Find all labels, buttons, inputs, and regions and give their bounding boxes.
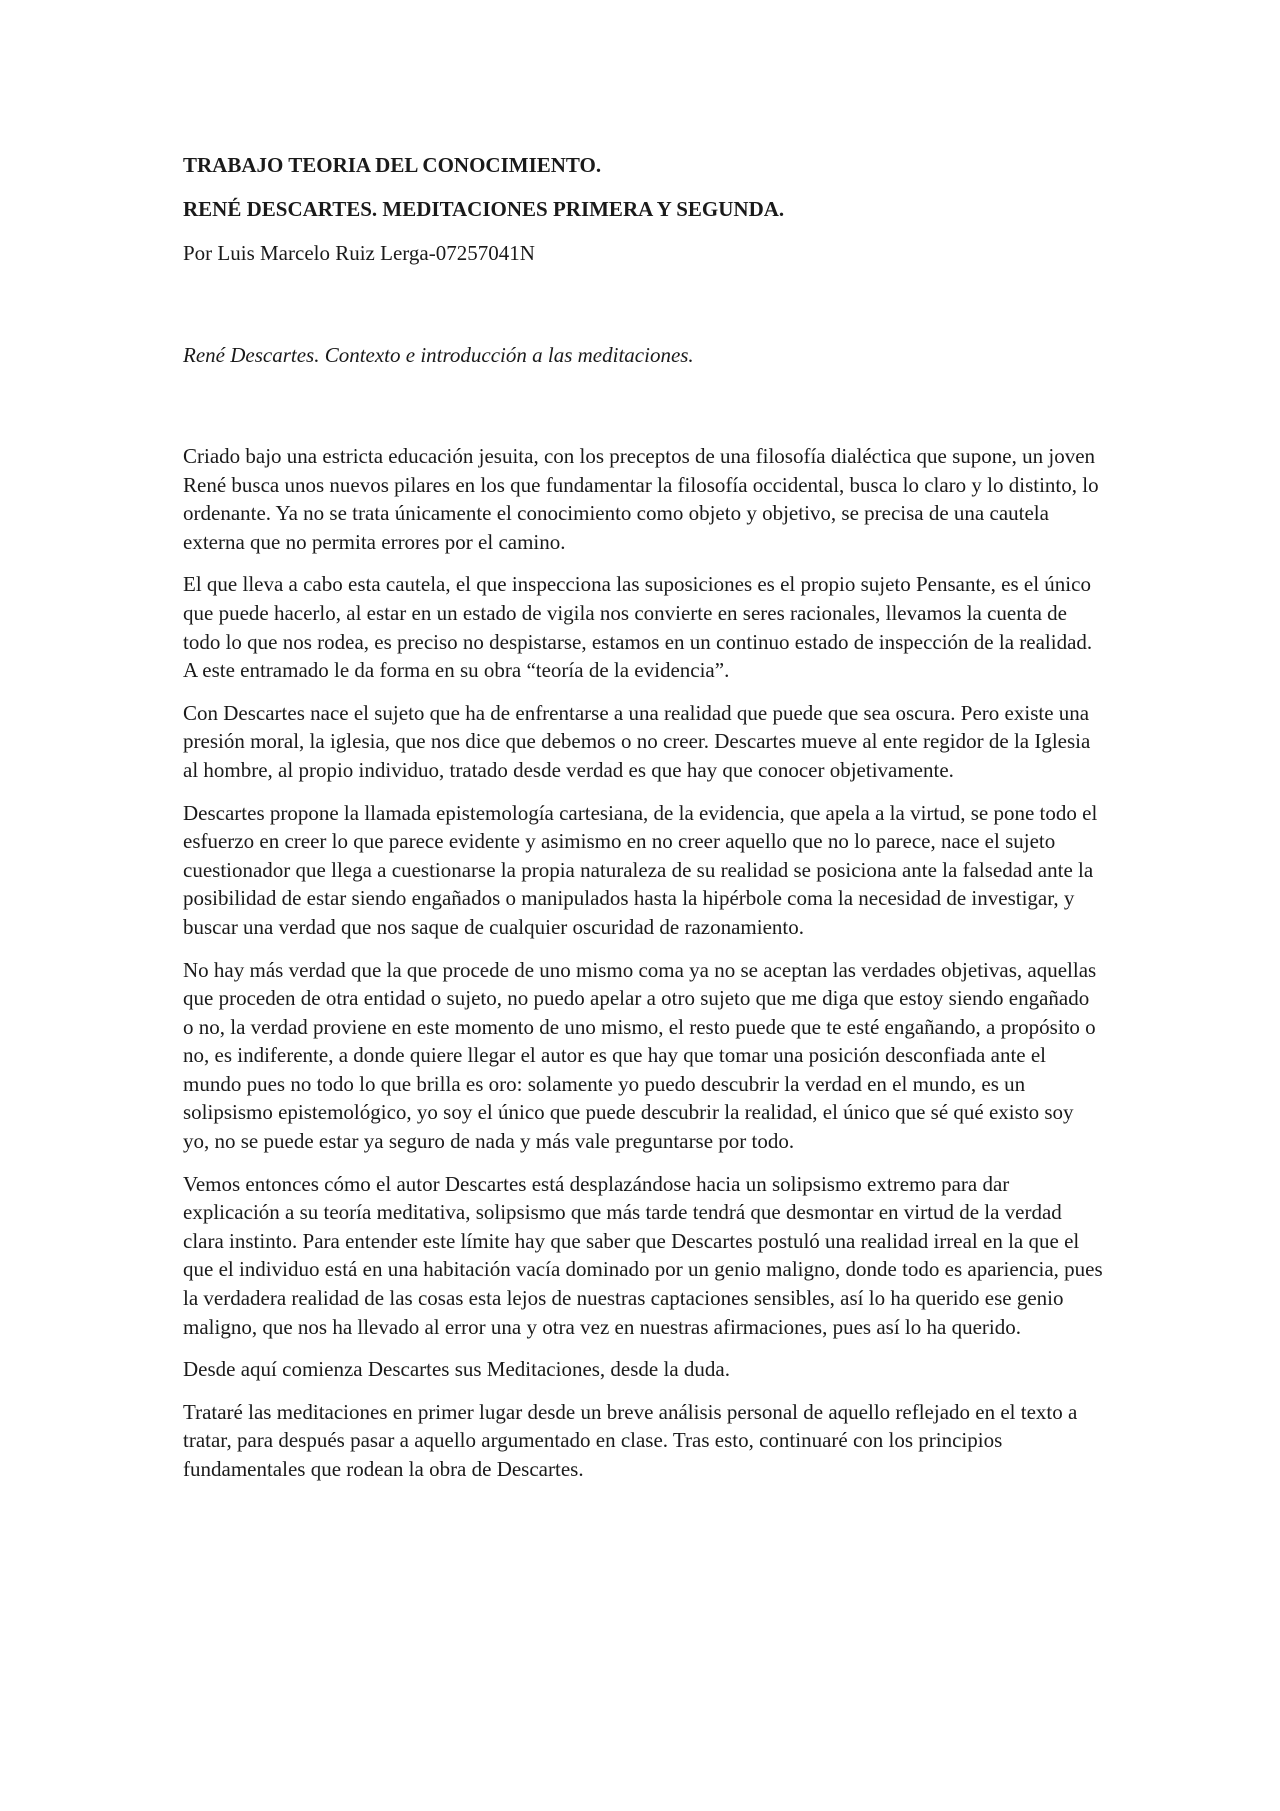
section-heading: René Descartes. Contexto e introducción a las meditaciones. xyxy=(183,343,694,367)
paragraph-6: Vemos entonces cómo el autor Descartes está desplazándose hacia un solipsismo extremo para dar explicación a su teoría meditativa, solipsismo que más tarde tendrá que desmontar en virtud de la verdad clara instinto. Para entender este límite hay que saber que Descartes postuló una realidad irreal en la que el que el individuo está en una habitación vacía dominado por un genio maligno, donde todo es apariencia, pues la verdadera realidad de las cosas esta lejos de nuestras captaciones sensibles, así lo ha querido ese genio maligno, que nos ha llevado al error una y otra vez en nuestras afirmaciones, pues así lo ha querido. xyxy=(183,1171,1103,1339)
paragraph-4: Descartes propone la llamada epistemología cartesiana, de la evidencia, que apela a la virtud, se pone todo el esfuerzo en creer lo que parece evidente y asimismo en no creer aquello que no lo parece, nace el sujeto cuestionador que llega a cuestionarse la propia naturaleza de su realidad se posiciona ante la falsedad ante la posibilidad de estar siendo engañados o manipulados hasta la hipérbole coma la necesidad de investigar, y buscar una verdad que nos saque de cualquier oscuridad de razonamiento. xyxy=(183,800,1098,939)
paragraph-7: Desde aquí comienza Descartes sus Meditaciones, desde la duda. xyxy=(183,1357,730,1382)
document-body xyxy=(183,150,1103,1498)
paragraph-2: El que lleva a cabo esta cautela, el que inspecciona las suposiciones es el propio sujeto Pensante, es el único que puede hacerlo, al estar en un estado de vigila nos convierte en seres racionales, llevamos la cuenta de todo lo que nos rodea, es preciso no despistarse, estamos en un continuo estado de inspección de la realidad. A este entramado le da forma en su obra “teoría de la evidencia”. xyxy=(183,572,1093,683)
paragraph-3: Con Descartes nace el sujeto que ha de enfrentarse a una realidad que puede que sea oscura. Pero existe una presión moral, la iglesia, que nos dice que debemos o no creer. Descartes mueve al ente regidor de la Iglesia al hombre, al propio individuo, tratado desde verdad es que hay que conocer objetivamente. xyxy=(183,700,1091,782)
paragraph-1: Criado bajo una estricta educación jesuita, con los preceptos de una filosofía dialéctica que supone, un joven René busca unos nuevos pilares en los que fundamentar la filosofía occidental, busca lo claro y lo distinto, lo ordenante. Ya no se trata únicamente el conocimiento como objeto y objetivo, se precisa de una cautela externa que no permita errores por el camino. xyxy=(183,444,1099,554)
paragraph-5: No hay más verdad que la que procede de uno mismo coma ya no se aceptan las verdades objetivas, aquellas que proceden de otra entidad o sujeto, no puedo apelar a otro sujeto que me diga que estoy siendo engañado o no, la verdad proviene en este momento de uno mismo, el resto puede que te esté engañando, a propósito o no, es indiferente, a donde quiere llegar el autor es que hay que tomar una posición desconfiada ante el mundo pues no todo lo que brilla es oro: solamente yo puedo descubrir la verdad en el mundo, es un solipsismo epistemológico, yo soy el único que puede descubrir la realidad, el único que sé qué existo soy yo, no se puede estar ya seguro de nada y más vale preguntarse por todo. xyxy=(183,957,1097,1154)
document-title-line-2: RENÉ DESCARTES. MEDITACIONES PRIMERA Y SEGUNDA. xyxy=(183,197,785,221)
author-line: Por Luis Marcelo Ruiz Lerga-07257041N xyxy=(183,241,535,265)
document-title-line-1: TRABAJO TEORIA DEL CONOCIMIENTO. xyxy=(183,153,602,177)
paragraph-8: Trataré las meditaciones en primer lugar desde un breve análisis personal de aquello reflejado en el texto a tratar, para después pasar a aquello argumentado en clase. Tras esto, continuaré con los principios fundamentales que rodean la obra de Descartes. xyxy=(183,1399,1078,1481)
